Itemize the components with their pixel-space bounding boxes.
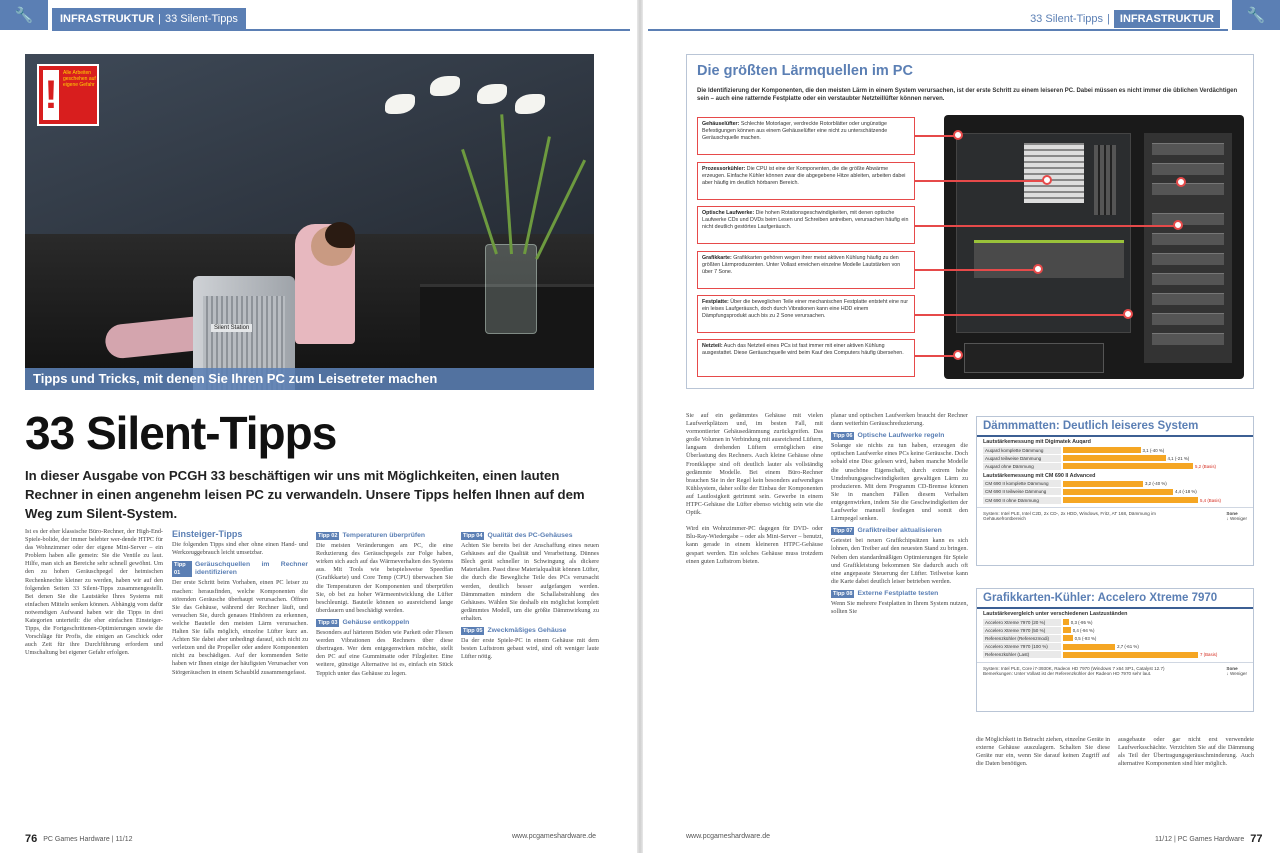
callout-hard-drive: Festplatte: Über die beweglichen Teile einer mechanischen Festplatte entsteht eine nur ein leises Laufgeräusch, doch durch Vibrationen kann eine HDD einem Dämpfungsprodukt auch bis zu 2 Sone verursachen. <box>697 295 915 333</box>
header-left-topic: 33 Silent-Tipps <box>164 13 238 25</box>
article-title: 33 Silent-Tipps <box>25 407 337 459</box>
chart-title: Dämmmatten: Deutlich leiseres System <box>977 417 1253 437</box>
chart-bar-row <box>977 454 1253 462</box>
body-text: die Möglichkeit in Betracht ziehen, einzelne Geräte in externe Gehäuse auszulagern. Schalten Sie diese Geräte nur ein, wenn Sie darauf keinen Zugriff auf die Daten benötigen. <box>976 736 1110 768</box>
bar-label: Auqard komplette Dämmung <box>983 447 1061 454</box>
wrench-icon: 🔧 <box>0 0 48 30</box>
bar-value: 4,4 (-18 %) <box>1175 489 1197 495</box>
exclamation-icon: ! <box>43 70 59 120</box>
callout-graphics-card: Grafikkarte: Grafikkarten gehören wegen ihrer meist aktiven Kühlung häufig zu den größten Lärmproduzenten. Unter Vollast erreichen einzelne Modelle Lautstärken von über 7 Sone. <box>697 251 915 289</box>
lily-flower <box>385 94 415 114</box>
warning-text: Alle Arbeiten geschehen auf eigene Gefahr <box>63 70 96 88</box>
tip-title: Qualität des PC-Gehäuses <box>487 532 573 539</box>
body-text: Sie auf ein gedämmtes Gehäuse mit vielen Laufwerkplätzen und, im besten Fall, mit vormontierter Gehäusedämmung zurückgreifen. Das große Volumen in Verbindung mit ausreichend Lüftern, langsam drehenden Lüftern ermöglichen eine Überlastung des Rechners. Auch kleine Gehäuse ohne Frontklappe sind oft deutlich lauter als vollständig gedämmte Modelle. Bei einem Büro-Rechner brauchen Sie in der Regel kein besonders aufwendiges Kühlsystem, daher sollte der Einbau der Komponenten auf Lautlosigkeit getrimmt sein. Gewerbe in einem HTPC-Gehäuse die Lüfter ebenso wichtig sein wie die Optik. <box>686 412 823 517</box>
body-text: Achten Sie bereits bei der Anschaffung eines neuen Gehäuses auf die Qualität und Verarbeitung. Dünnes Blech gerät schneller in Schwingung als dickere Materialien. Passt diese Materialqualität können Lüfter, die durch die Bewegliche Teile des PCs verursacht werden, deutlich besser aufgefangen werden. Dämmmatten mindern die Schallabstrahlung des Gehäuses. Wählen Sie deshalb ein möglichst komplett gedämmtes Modell, um die größte Dämmwirkung zu erhalten. <box>461 542 599 622</box>
tip-heading <box>172 561 308 577</box>
marker-dot <box>953 350 963 360</box>
bar <box>1063 627 1071 633</box>
body-text: Wird ein Wohnzimmer-PC dagegen für DVD- oder Blu-Ray-Wiedergabe – oder als Mini-Server – benutzt, kann gerade in einem kleineren HTPC-Gehäuse gespart werden. Ein solches Gehäuse muss trotzdem einen guten Luftstrom bieten. <box>686 525 823 565</box>
drive-bays <box>1144 133 1232 363</box>
header-right-label: 33 Silent-Tipps | INFRASTRUKTUR <box>1022 8 1228 30</box>
tip-tag: Tipp 08 <box>833 590 853 597</box>
hero-photo <box>25 54 594 390</box>
bar-value: 4,1 (-21 %) <box>1167 455 1190 461</box>
body-text: Da der erste Spiele-PC in einem Gehäuse mit dem besten Luftstrom gebaut wird, sind oft weniger laute Lüfter nötig. <box>461 637 599 661</box>
bar-label: CM 690 II komplette Dämmung <box>983 480 1061 487</box>
callout-optical-drive: Optische Laufwerke: Die hohen Rotationsgeschwindigkeiten, mit denen optische Laufwerke CDs und DVDs beim Lesen und Schreiben antreiben, verursachen häufig ein nicht deutlich gestörtes Laufgeräusch. <box>697 206 915 244</box>
body-column-4 <box>461 528 599 826</box>
bar-value: 3,2 (-40 %) <box>1145 481 1167 487</box>
noise-sources-box <box>686 54 1254 389</box>
body-text: Solange sie nichts zu tun haben, erzeugen die optischen Laufwerke eines PCs keine Geräusche. Doch sobald eine Disc gelesen wird, haben manche Modelle die unschöne Eigenschaft, durch extrem hohe Umdrehungsgeschwindigkeiten gewaltigen Lärm zu produzieren. Mit dem Programm CD-Bremse können Sie in manchen Fällen diesem Verhalten entgegenwirken, indem Sie die Geschwindigkeiten der Laufwerke manuell festlegen und somit den Lärmpegel senken. <box>831 442 968 523</box>
chart-bar-row <box>977 488 1253 496</box>
tip-heading <box>831 590 968 598</box>
header-left-label: INFRASTRUKTUR | 33 Silent-Tipps <box>52 8 246 30</box>
chart-gpu-cooler <box>976 588 1254 712</box>
bar-value: 5,2 (Basis) <box>1195 463 1216 469</box>
tip-title: Temperaturen überprüfen <box>342 532 426 539</box>
body-text: Der erste Schritt beim Vorhaben, einen PC leiser zu machen: herausfinden, welche Komponenten die störenden Geräusche überhaupt verursachen. Öffnen Sie das Gehäuse, während der Rechner läuft, und versuchen Sie, durch genaues Hinhören zu erkennen, welche Bauteile den meisten Lärm verursachen. Halten Sie falls möglich, einzelne Lüfter kurz an. Achten Sie dabei aber unbedingt darauf, sich nicht zu verletzen und die Propeller oder andere Komponenten nicht zu beschädigen. Auf der kommenden Seite haben wir Ihnen einige der häufigsten Verursacher von Störgeräuschen in einem Schaubild zusammengefasst. <box>172 579 308 676</box>
bar-label: Auqard ohne Dämmung <box>983 463 1061 470</box>
bar <box>1063 497 1198 503</box>
header-right-topic: 33 Silent-Tipps <box>1030 13 1104 25</box>
chart-bar-row <box>977 651 1253 659</box>
marker-dot <box>1033 264 1043 274</box>
body-text: Ist es der eher klassische Büro-Rechner, der High-End-Spiele-bolide, der immer belebter wer-dende HTPC für das Wohnzimmer oder der eigene Mini-Server – ein Problem haben alle gemein: Sie die Ventile zu laut. Hilfe, man sich an Bereiche sehr schnell gewöhnt. Um den zu hohen Geräuschpegel der heimischen Rechenknechte kleiner zu werden, haben wir auf den folgenden Seiten 33 Silent-Tipps zusammengestellt. Bei denen Sie die Lautstärke Ihres Systems mit einfachen Mitteln senken können. Abhängig vom dafür notwendigen Aufwand haben wir die Tipps in drei Kategorien unterteilt: die eher einfachen Einsteiger-Tipps, die Fortgeschrittenen-Optimierungen sowie die Vorschläge für Profis, die einigen an Geschick oder auch Zeit für ihre Durchführung erfordern und Umschaltung bei eigener Gefahr erfolgen. <box>25 528 163 657</box>
tip-tag: Tipp 04 <box>463 533 483 539</box>
section-heading: Einsteiger-Tipps <box>172 529 243 539</box>
tip-tag: Tipp 03 <box>318 619 338 626</box>
lily-flower <box>430 76 460 96</box>
ram-modules <box>1094 145 1116 215</box>
chart-bar-row <box>977 462 1253 470</box>
marker-dot <box>953 130 963 140</box>
tip-title: Geräuschquellen im Rechner identifizieren <box>194 561 308 577</box>
bar <box>1063 635 1073 641</box>
body-column-r2 <box>831 412 968 826</box>
bar-label: Referenzkühler (Referenzmodi) <box>983 635 1061 642</box>
tip-title: Externe Festplatte testen <box>857 589 939 597</box>
tip-heading <box>316 532 453 540</box>
chart-group-label: Lautstärkemessung mit Digimatek Auqard <box>983 439 1091 445</box>
marker-dot <box>1123 309 1133 319</box>
tip-tag: Tipp 02 <box>318 533 338 539</box>
bar-value: 2,7 (-61 %) <box>1117 644 1139 650</box>
chart-bar-row <box>977 446 1253 454</box>
header-left-rule <box>52 29 630 31</box>
hero-caption: Tipps und Tricks, mit denen Sie Ihren PC zum Leisetreter machen <box>25 368 594 390</box>
footer-right <box>1155 833 1262 845</box>
body-column-r1 <box>686 412 823 826</box>
website-link[interactable]: www.pcgameshardware.de <box>686 833 771 840</box>
section-intro: Die folgenden Tipps sind eher ohne einen Hand- und Werkzeuggebrauch leicht umsetzbar. <box>172 541 308 557</box>
chart-group-rows <box>977 480 1253 505</box>
tip-title: Zweckmäßiges Gehäuse <box>487 627 567 635</box>
body-column-r4 <box>1118 736 1254 826</box>
header-left-section: INFRASTRUKTUR <box>60 13 155 25</box>
tip-title: Optische Laufwerke regeln <box>857 432 945 440</box>
body-text: Besonders auf härteren Böden wie Parkett oder Fliesen werden Vibrationen des Rechners über diese übertragen. Wer dem entgegenwirken möchte, stellt den PC auf eine Gummimatte oder Filzgleiter. Eine weitere, günstige Alternative ist es, einfach ein Stück Teppich unter das Gehäuse zu legen. <box>316 629 453 677</box>
header-right-section: INFRASTRUKTUR <box>1114 10 1220 28</box>
tip-heading <box>461 532 599 540</box>
chart-bar-row <box>977 626 1253 634</box>
bar <box>1063 481 1143 487</box>
body-column-3 <box>316 528 453 826</box>
bar-value: 3,1 (-40 %) <box>1142 447 1165 453</box>
chart-group-rows <box>977 446 1253 471</box>
page-number: 76 <box>25 833 38 845</box>
bar <box>1063 489 1173 495</box>
bar-label: Accelero Xtreme 7970 (100 %) <box>983 643 1061 650</box>
body-column-2 <box>172 528 308 826</box>
tip-heading <box>461 627 599 635</box>
chart-bar-row <box>977 634 1253 642</box>
bar-value: 0,3 (-95 %) <box>1070 619 1093 625</box>
lily-flower <box>477 84 507 104</box>
box-title: Die größten Lärmquellen im PC <box>697 63 913 79</box>
tip-heading <box>831 432 968 440</box>
header-right <box>648 8 1280 30</box>
bar-label: CM 690 II teilweise Dämmung <box>983 488 1061 495</box>
callout-power-supply: Netzteil: Auch das Netzteil eines PCs ist fast immer mit einer aktiven Kühlung ausgestattet. Diese Geräuschquelle wird beim Kauf des Computers häufig übersehen. <box>697 339 915 377</box>
bar <box>1063 652 1198 658</box>
header-left <box>0 8 630 30</box>
chart-bar-row <box>977 496 1253 504</box>
tip-tag: Tipp 05 <box>463 628 483 635</box>
chart-bar-row <box>977 643 1253 651</box>
tip-tag: Tipp 01 <box>172 561 192 577</box>
chart-bar-row <box>977 618 1253 626</box>
bar-value: 5,4 (Basis) <box>1200 497 1221 503</box>
bar <box>1063 447 1141 453</box>
body-column-1 <box>25 528 163 826</box>
bar-label: Accelero Xtreme 7970 (20 %) <box>983 619 1061 626</box>
glass-vase <box>485 244 537 334</box>
page-number: 77 <box>1250 833 1263 845</box>
bar-value: 0,5 (-93 %) <box>1074 635 1097 641</box>
wrench-icon: 🔧 <box>1232 0 1280 30</box>
bar <box>1063 644 1115 650</box>
body-text: ausgebaute oder gar nicht erst verwendete Laufwerksschächte. Verzichten Sie auf die Dämmung als Teil der Übertragungsgeräuschminderung. Auch alternative Komponenten sind hier möglich. <box>1118 736 1254 768</box>
graphics-card <box>974 240 1124 278</box>
footer-right-url <box>686 833 770 840</box>
tip-heading <box>831 527 968 535</box>
footer-left <box>25 833 132 845</box>
chart-group-label: Lautstärkevergleich unter verschiedenen Lastzuständen <box>983 611 1128 617</box>
bar-label: Accelero Xtreme 7970 (50 %) <box>983 627 1061 634</box>
tip-title: Gehäuse entkoppeln <box>342 618 410 626</box>
chart-footnote: System: Intel PLE, Intel C2D, 2x CD-, 2x HDD, Windows, Fritz, AT 168, Dämmung im Gehäusefrontbereich Sone ↓ Weniger <box>977 507 1253 524</box>
tip-heading <box>316 619 453 627</box>
callout-cpu-cooler: Prozessorkühler: Die CPU ist eine der Komponenten, die die größte Abwärme erzeugen. Einfache Kühler können zwar die abgegebene Hitze ableiten, arbeiten dabei aber häufig im deutlich hörbaren Bereich. <box>697 162 915 200</box>
footer-left-url <box>512 833 596 840</box>
article-lead: In dieser Ausgabe von PCGH 33 beschäftigen wir uns mit Möglichkeiten, einen lauten Rechner in einen angenehm leisen PC zu verwandeln. Unsere Tipps helfen Ihnen auf dem Weg zum Silent-System. <box>25 468 585 521</box>
pc-brand: Silent Station <box>211 324 252 332</box>
bar-value: 0,4 (-94 %) <box>1072 627 1095 633</box>
tip-tag: Tipp 06 <box>833 433 853 440</box>
body-text: Die meisten Veränderungen am PC, die eine Reduzierung des Geräuschpegels zur Folge haben, wirken sich auch auf das Wärmeverhalten des Systems aus. Mit Tools wie beispielsweise Speedfan (Grafikkarte) und Core Temp (CPU) überwachen Sie die Temperaturen der Komponenten und überprüfen Sie, ob bei zu hoher Wärmeentwicklung die Lüfter beschleunigt. Bauteile können so ausreichend lange überdauern und beschädigt werden. <box>316 542 453 614</box>
body-text: Wenn Sie mehrere Festplatten in Ihrem System nutzen, sollten Sie <box>831 599 968 616</box>
chart-group-rows <box>977 618 1253 659</box>
chart-bar-row <box>977 480 1253 488</box>
bar-label: Auqard teilweise Dämmung <box>983 455 1061 462</box>
bar-label: CM 690 II ohne Dämmung <box>983 497 1061 504</box>
marker-dot <box>1176 177 1186 187</box>
power-supply <box>964 343 1104 373</box>
pc-case-photo <box>944 115 1244 379</box>
magazine-issue: PC Games Hardware | 11/12 <box>43 835 133 843</box>
chart-group-label: Lautstärkemessung mit CM 690 II Advanced <box>983 472 1096 479</box>
body-column-r3 <box>976 736 1110 826</box>
warning-badge <box>37 64 99 126</box>
website-link[interactable]: www.pcgameshardware.de <box>512 833 597 840</box>
tip-title: Grafiktreiber aktualisieren <box>857 527 942 535</box>
marker-dot <box>1042 175 1052 185</box>
bar <box>1063 455 1166 461</box>
page-gutter <box>637 0 643 853</box>
cpu-cooler <box>1024 143 1084 203</box>
magazine-issue: 11/12 | PC Games Hardware <box>1155 835 1245 843</box>
body-text: planar und optischen Laufwerken braucht der Rechner dann weiterhin Geräuschreduzierung. <box>831 412 968 428</box>
chart-footnote: System: Intel PLE, Core i7-3930K, Radeon HD 7970 (Windows 7 x64 SP1, Catalyst 12.7) Bemerkungen: Unter Vollast ist der Referenzkühler der Radeon HD 7970 sehr laut. Sone ↓ Weniger <box>977 662 1253 679</box>
lily-flower <box>515 94 545 114</box>
body-text: Getestet bei neuen Grafikchipsätzen kann es sich lohnen, den Treiber auf den neuesten Stand zu bringen. Neben den standardmäßigen Optimierungen für Spiele und Grafikleistung bekommen Sie dadurch auch oft eine angepasste Steuerung der Lüfter. Teilweise kann die Karte dabei deutlich leiser betrieben werden. <box>831 537 968 585</box>
tip-tag: Tipp 07 <box>833 528 853 535</box>
box-lead: Die Identifizierung der Komponenten, die den meisten Lärm in einem System verursachen, ist der erste Schritt zu einem leiseren PC. Dabei müssen es nicht immer die üblichen Verdächtigen sein – auch eine ratternde Festplatte oder ein verstaubter Netzteillüfter können nerven. <box>697 88 1238 102</box>
bar-value: 7 (Basis) <box>1200 652 1218 658</box>
bar <box>1063 463 1193 469</box>
chart-insulation <box>976 416 1254 566</box>
marker-dot <box>1173 220 1183 230</box>
bar <box>1063 619 1069 625</box>
header-right-rule <box>648 29 1228 31</box>
person-hair <box>325 222 355 248</box>
callout-case-fan: Gehäuselüfter: Schlechte Motorlager, verdreckte Rotorblätter oder ungünstige Befestigungen können aus einem Gehäuselüfter eine nicht zu unterschätzende Geräuschquelle machen. <box>697 117 915 155</box>
bar-label: Referenzkühler (Last) <box>983 651 1061 658</box>
chart-title: Grafikkarten-Kühler: Accelero Xtreme 7970 <box>977 589 1253 609</box>
